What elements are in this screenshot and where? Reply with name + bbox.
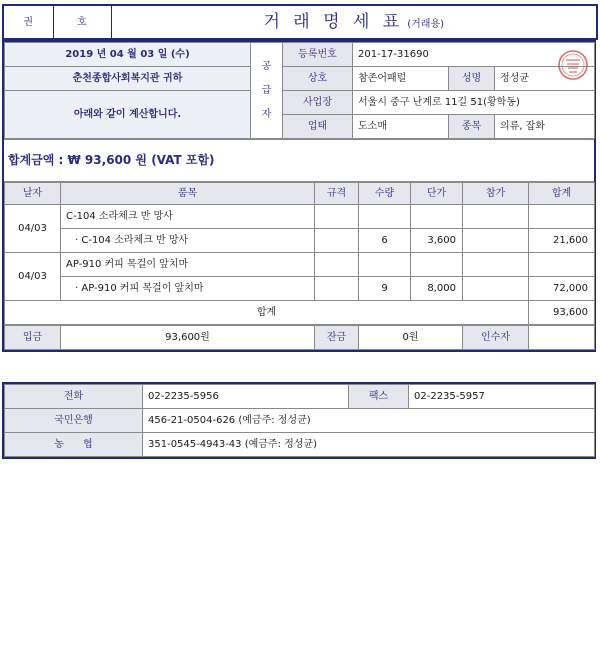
business-item-value: 의류, 잡화 <box>495 115 595 139</box>
reg-no-label: 등록번호 <box>283 43 353 67</box>
business-type-label: 업태 <box>283 115 353 139</box>
supplier-side-char-1: 공 <box>261 60 272 72</box>
balance-label: 잔금 <box>315 326 359 350</box>
row-qty: 6 <box>359 229 411 253</box>
contact-table <box>4 384 595 457</box>
total-amount: 합계금액 : ₩ 93,600 원 (VAT 포함) <box>4 140 594 182</box>
company-value: 참존어패럴 <box>353 67 449 91</box>
business-item-label: 종목 <box>449 115 495 139</box>
sum-row <box>5 301 595 325</box>
phone-label: 전화 <box>5 385 143 409</box>
row-item-title: AP-910 커피 목걸이 앞치마 <box>61 253 315 277</box>
payment-table <box>4 325 595 350</box>
sum-label: 합계 <box>5 301 529 325</box>
bank2-value: 351-0545-4943-43 (예금주: 정성균) <box>143 433 595 457</box>
fax-value: 02-2235-5957 <box>409 385 595 409</box>
invoice-main <box>2 40 596 352</box>
row-extra <box>463 229 529 253</box>
recipient-name: 춘천종합사회복지관 귀하 <box>5 67 251 91</box>
table-row <box>5 277 595 301</box>
col-total: 합계 <box>529 183 595 205</box>
row-spec <box>315 229 359 253</box>
contact-section <box>2 382 596 459</box>
items-header-row <box>5 183 595 205</box>
col-price: 단가 <box>411 183 463 205</box>
document-title <box>111 5 597 39</box>
row-qty: 9 <box>359 277 411 301</box>
col-qty: 수량 <box>359 183 411 205</box>
title-subtext: (거래용) <box>407 18 445 30</box>
balance-value: 0원 <box>359 326 463 350</box>
row-item-name: · C-104 소라체크 반 망사 <box>61 229 315 253</box>
number-label: 호 <box>53 5 111 39</box>
bank1-value: 456-21-0504-626 (예금주: 정성균) <box>143 409 595 433</box>
row-spec <box>315 277 359 301</box>
bank2-label: 농 협 <box>5 433 143 457</box>
phone-value: 02-2235-5956 <box>143 385 349 409</box>
header-table <box>2 4 598 40</box>
row-date: 04/03 <box>5 253 61 301</box>
paid-label: 입금 <box>5 326 61 350</box>
table-row <box>5 205 595 229</box>
address-label: 사업장 <box>283 91 353 115</box>
fax-label: 팩스 <box>349 385 409 409</box>
table-row <box>5 253 595 277</box>
total-amount-table <box>4 139 594 182</box>
book-label: 권 <box>3 5 53 39</box>
supplier-side-char-3: 자 <box>261 108 272 120</box>
title-text: 거 래 명 세 표 <box>263 11 404 32</box>
paid-value: 93,600원 <box>61 326 315 350</box>
row-item-title: C-104 소라체크 반 망사 <box>61 205 315 229</box>
items-table <box>4 182 595 325</box>
owner-name-label: 성명 <box>449 67 495 91</box>
address-value: 서울시 중구 난계로 11길 51(황학동) <box>353 91 595 115</box>
row-item-name: · AP-910 커피 목걸이 앞치마 <box>61 277 315 301</box>
receiver-value <box>529 326 595 350</box>
row-total: 72,000 <box>529 277 595 301</box>
invoice-date: 2019 년 04 월 03 일 (수) <box>5 43 251 67</box>
business-type-value: 도소매 <box>353 115 449 139</box>
col-date: 날자 <box>5 183 61 205</box>
recipient-message: 아래와 같이 계산합니다. <box>5 91 251 139</box>
row-total: 21,600 <box>529 229 595 253</box>
bank1-label: 국민은행 <box>5 409 143 433</box>
company-label: 상호 <box>283 67 353 91</box>
receiver-label: 인수자 <box>463 326 529 350</box>
row-extra <box>463 277 529 301</box>
col-spec: 규격 <box>315 183 359 205</box>
col-item: 품목 <box>61 183 315 205</box>
row-date: 04/03 <box>5 205 61 253</box>
row-price: 8,000 <box>411 277 463 301</box>
owner-name-text: 정성균 <box>500 73 529 84</box>
sum-value: 93,600 <box>529 301 595 325</box>
supplier-side-char-2: 급 <box>261 84 272 96</box>
col-extra: 참가 <box>463 183 529 205</box>
party-table <box>4 42 595 139</box>
company-seal-icon <box>556 48 590 82</box>
table-row <box>5 229 595 253</box>
row-price: 3,600 <box>411 229 463 253</box>
supplier-side-label <box>251 43 283 139</box>
reg-no-value: 201-17-31690 <box>353 43 595 67</box>
